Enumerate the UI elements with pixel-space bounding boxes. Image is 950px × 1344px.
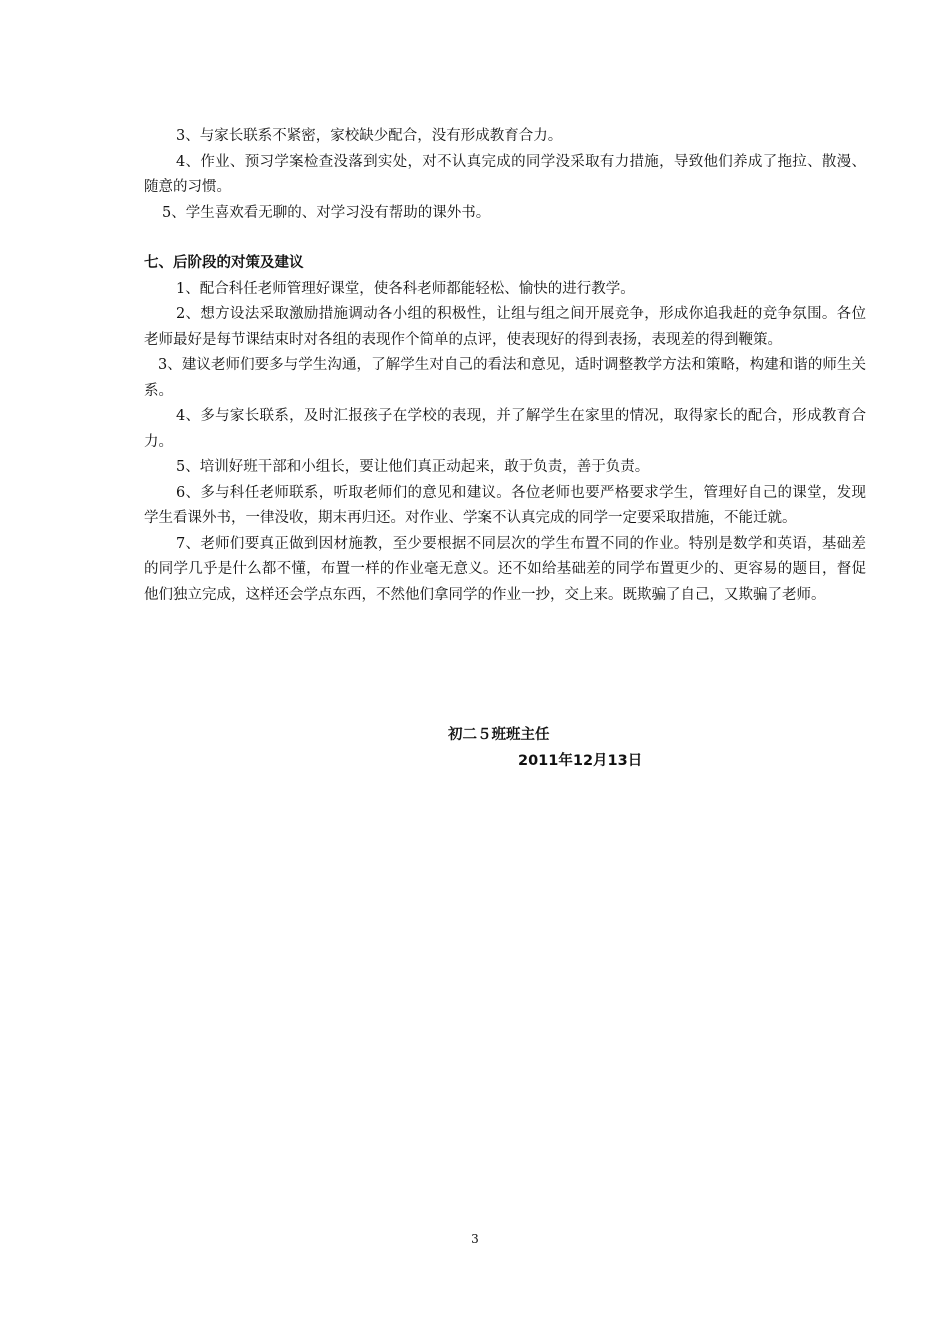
problem-item-5: 5、学生喜欢看无聊的、对学习没有帮助的课外书。: [162, 204, 491, 221]
suggestion-item-6: 6、多与科任老师联系，听取老师们的意见和建议。各位老师也要严格要求学生，管理好自己的课堂，发现学生看课外书，一律没收，期末再归还。对作业、学案不认真完成的同学一定要采取措施，不能迁就。: [144, 484, 866, 526]
signature-author: 初二５班班主任: [448, 727, 550, 743]
signature-date: 2011年12月13日: [518, 753, 643, 769]
page-number: 3: [471, 1232, 479, 1246]
document-body: [144, 124, 866, 608]
suggestion-item-5: 5、培训好班干部和小组长，要让他们真正动起来，敢于负责，善于负责。: [176, 459, 650, 475]
suggestion-item-1: 1、配合科任老师管理好课堂，使各科老师都能轻松、愉快的进行教学。: [176, 280, 635, 297]
suggestion-item-7: 7、老师们要真正做到因材施教，至少要根据不同层次的学生布置不同的作业。特别是数学和英语，基础差的同学几乎是什么都不懂，布置一样的作业毫无意义。还不如给基础差的同学布置更少的、更容易的题目，督促他们独立完成，这样还会学点东西，不然他们拿同学的作业一抄，交上来。既欺骗了自己，又欺骗了老师。: [144, 535, 866, 603]
signature-block: [448, 722, 642, 774]
problem-item-3: 3、与家长联系不紧密，家校缺少配合，没有形成教育合力。: [176, 128, 563, 144]
suggestion-item-4: 4、多与家长联系，及时汇报孩子在学校的表现，并了解学生在家里的情况，取得家长的配合，形成教育合力。: [144, 408, 866, 450]
section-heading: 七、后阶段的对策及建议: [144, 255, 304, 271]
suggestion-item-3: 3、建议老师们要多与学生沟通，了解学生对自己的看法和意见，适时调整教学方法和策略，构建和谐的师生关系。: [144, 357, 866, 399]
problem-item-4: 4、作业、预习学案检查没落到实处，对不认真完成的同学没采取有力措施，导致他们养成了拖拉、散漫、随意的习惯。: [144, 153, 866, 195]
suggestion-item-2: 2、想方设法采取激励措施调动各小组的积极性，让组与组之间开展竞争，形成你追我赶的竞争氛围。各位老师最好是每节课结束时对各组的表现作个简单的点评，使表现好的得到表扬，表现差的得到鞭策。: [144, 306, 866, 348]
